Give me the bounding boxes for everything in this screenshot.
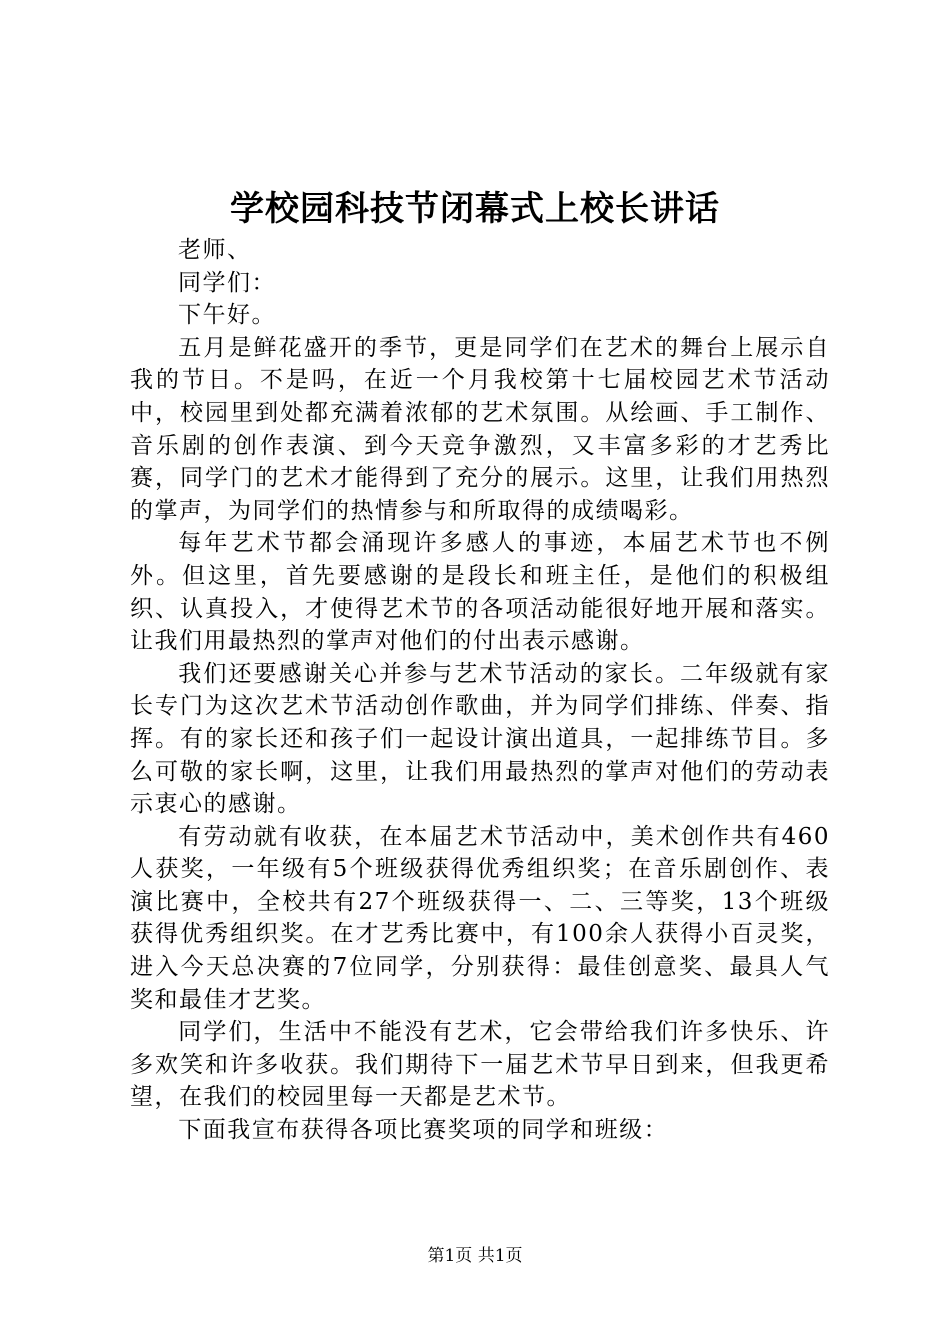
greeting-line: 下午好。	[178, 302, 276, 329]
paragraph: 有劳动就有收获，在本届艺术节活动中，美术创作共有460人获奖，一年级有5个班级获得优秀组织奖；在音乐剧创作、表演比赛中，全校共有27个班级获得一、二、三等奖，13个班级获得优秀组织奖。在才艺秀比赛中，有100余人获得小百灵奖，进入今天总决赛的7位同学，分别获得：最佳创意奖、最具人气奖和最佳才艺奖。	[130, 823, 830, 1013]
paragraph: 每年艺术节都会涌现许多感人的事迹，本届艺术节也不例外。但这里，首先要感谢的是段长和班主任，是他们的积极组织、认真投入，才使得艺术节的各项活动能很好地开展和落实。让我们用最热烈的掌声对他们的付出表示感谢。	[130, 530, 830, 655]
document-title: 学校园科技节闭幕式上校长讲话	[230, 189, 720, 229]
document-body	[130, 234, 830, 1147]
paragraph: 五月是鲜花盛开的季节，更是同学们在艺术的舞台上展示自我的节日。不是吗，在近一个月我校第十七届校园艺术节活动中，校园里到处都充满着浓郁的艺术氛围。从绘画、手工制作、音乐剧的创作表演、到今天竞争激烈，又丰富多彩的才艺秀比赛，同学门的艺术才能得到了充分的展示。这里，让我们用热烈的掌声，为同学们的热情参与和所取得的成绩喝彩。	[130, 334, 830, 524]
greeting-line: 同学们：	[178, 269, 276, 296]
page-footer: 第1页 共1页	[427, 1246, 523, 1266]
paragraph: 下面我宣布获得各项比赛奖项的同学和班级：	[178, 1117, 669, 1144]
paragraph: 我们还要感谢关心并参与艺术节活动的家长。二年级就有家长专门为这次艺术节活动创作歌曲，并为同学们排练、伴奏、指挥。有的家长还和孩子们一起设计演出道具，一起排练节目。多么可敬的家长啊，这里，让我们用最热烈的掌声对他们的劳动表示衷心的感谢。	[130, 660, 830, 818]
paragraph: 同学们，生活中不能没有艺术，它会带给我们许多快乐、许多欢笑和许多收获。我们期待下一届艺术节早日到来，但我更希望，在我们的校园里每一天都是艺术节。	[130, 1019, 830, 1111]
greeting-line: 老师、	[178, 237, 252, 263]
